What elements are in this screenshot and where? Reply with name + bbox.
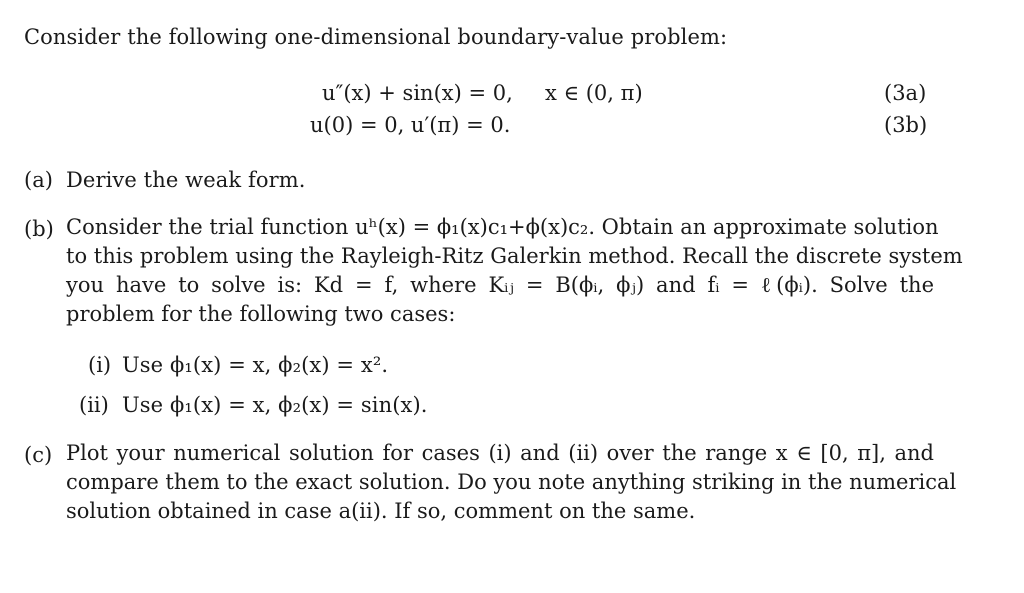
part-c-line: compare them to the exact solution. Do you note anything striking in the numerical	[66, 470, 957, 494]
part-c-line: solution obtained in case a(ii). If so, comment on the same.	[66, 499, 696, 523]
part-b-line: to this problem using the Rayleigh-Ritz Galerkin method. Recall the discrete system	[66, 244, 963, 268]
part-c-label: (c)	[24, 443, 53, 467]
part-b-paragraph	[66, 213, 963, 329]
intro-text: Consider the following one-dimensional boundary-value problem:	[24, 25, 728, 49]
part-c-paragraph	[66, 439, 957, 526]
part-c-line: Plot your numerical solution for cases (i) and (ii) over the range x ∈ [0, π], and	[66, 441, 934, 465]
equation-3a-lhs: u″(x) + sin(x) = 0,	[322, 81, 513, 105]
equation-3b-lhs: u(0) = 0, u′(π) = 0.	[310, 113, 511, 137]
equation-3a-tag: (3a)	[884, 81, 927, 105]
part-b-line: you have to solve is: Kd = f, where Kᵢⱼ = B(ϕᵢ, ϕⱼ) and fᵢ = ℓ(ϕᵢ). Solve the	[66, 273, 934, 297]
part-a-text: Derive the weak form.	[66, 168, 306, 192]
case-ii-label: (ii)	[79, 393, 109, 417]
part-b-line: problem for the following two cases:	[66, 302, 456, 326]
equation-3a-domain: x ∈ (0, π)	[545, 81, 643, 105]
case-i-text: Use ϕ₁(x) = x, ϕ₂(x) = x².	[122, 353, 389, 377]
equation-3b-tag: (3b)	[884, 113, 928, 137]
part-a-label: (a)	[24, 168, 53, 192]
part-b-label: (b)	[24, 217, 54, 241]
case-ii-text: Use ϕ₁(x) = x, ϕ₂(x) = sin(x).	[122, 393, 428, 417]
case-i-label: (i)	[88, 353, 112, 377]
part-b-line: Consider the trial function uʰ(x) = ϕ₁(x)c₁+ϕ(x)c₂. Obtain an approximate solution	[66, 215, 939, 239]
